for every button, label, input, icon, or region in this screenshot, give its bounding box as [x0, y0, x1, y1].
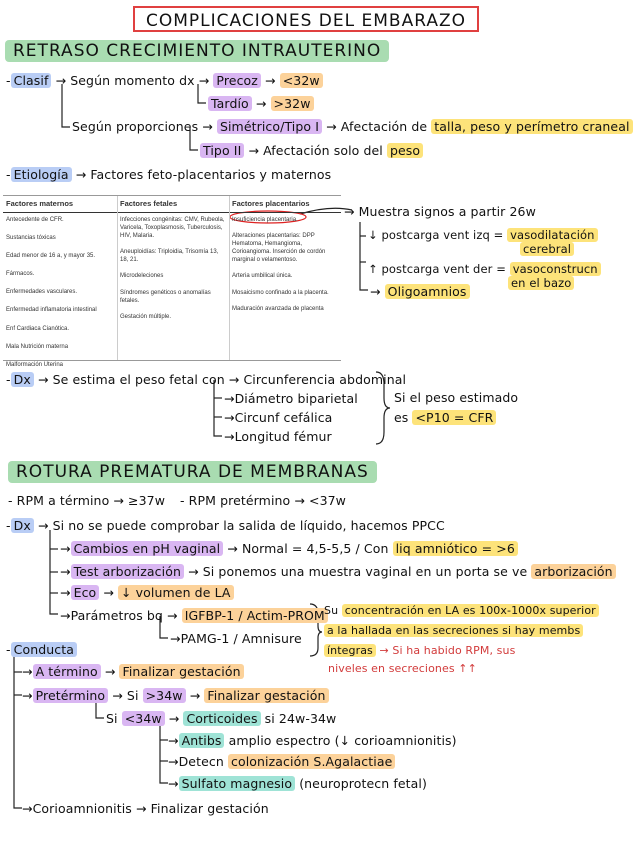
etiologia-desc: Factores feto-placentarios y maternos — [90, 167, 332, 182]
table-cell: Síndromes genéticos o anomalías fetales. — [120, 289, 211, 304]
tardio-row: Tardío → >32w — [208, 96, 314, 111]
oligoamnios-row: → Oligoamnios — [370, 284, 470, 299]
dx-rpm-desc: Si no se puede comprobar la salida de líquido, hacemos PPCC — [52, 518, 445, 533]
corticoides: Corticoides — [183, 711, 260, 726]
a-termino-row: → A término → Finalizar gestación — [22, 664, 244, 679]
postcarga-izq-row — [368, 228, 598, 242]
longitud-femur: Longitud fémur — [234, 429, 332, 444]
cefalica-row: →Circunf cefálica — [224, 410, 333, 425]
oligoamnios: Oligoamnios — [385, 284, 470, 299]
table-cell-insuficiencia: Insuficiencia placentaria. — [232, 217, 298, 223]
parametros-row: →Parámetros bq → IGFBP-1 / Actim-PROM — [60, 608, 328, 623]
table-cell: Sustancias tóxicas — [6, 235, 56, 242]
corticoides-rest: si 24w-34w — [264, 711, 337, 726]
clasif-label: Clasif — [11, 73, 52, 88]
si-lt34-highlight: <34w — [122, 711, 165, 726]
ph-desc-highlight: liq amniótico = >6 — [393, 541, 518, 556]
segun-momento: Según momento dx — [70, 73, 195, 88]
etiologia-row: - Etiología → Factores feto-placentarios y maternos — [6, 167, 332, 182]
table-cell: Alteraciones placentarias: DPP Hematoma, Hemangioma, Corioangioma. Inserción de cordón marginal o velamentoso. — [232, 233, 326, 264]
dx-rpm-row: - Dx → Si no se puede comprobar la salida de líquido, hacemos PPCC — [6, 518, 445, 533]
cambios-ph: Cambios en pH vaginal — [71, 541, 224, 556]
finalizar-gestacion-1: Finalizar gestación — [119, 664, 243, 679]
clasif-row: - Clasif → Según momento dx → Precoz → <32w — [6, 73, 323, 88]
postcarga-der-highlight-1: vasoconstrucn — [510, 262, 601, 276]
eco-label: Eco — [71, 585, 100, 600]
si-lt34-pre: Si — [106, 711, 118, 726]
tardio-value: >32w — [271, 96, 314, 111]
biparietal-row: →Diámetro biparietal — [224, 391, 358, 406]
table-header-fetales: Factores fetales — [117, 196, 229, 213]
postcarga-der-highlight-2: en el bazo — [508, 276, 574, 290]
postcarga-der: ↑ postcarga vent der = — [368, 262, 506, 276]
dx-rciu-row: - Dx → Se estima el peso fetal con → Circunferencia abdominal — [6, 372, 407, 387]
section-heading-rciu: RETRASO CRECIMIENTO INTRAUTERINO — [5, 40, 389, 62]
postcarga-izq: ↓ postcarga vent izq = — [368, 228, 504, 242]
table-cell: Infecciones congénitas: CMV, Rubeola, Varicela, Toxoplasmosis, Tuberculosis, HIV, Malaria. — [120, 217, 225, 240]
ph-row: → Cambios en pH vaginal → Normal = 4,5-5,5 / Con liq amniótico = >6 — [60, 541, 518, 556]
sulfato-rest: (neuroprotecn fetal) — [299, 776, 427, 791]
table-cell: Arteria umbilical única. — [232, 273, 293, 280]
tipo2-desc-highlight: peso — [387, 143, 423, 158]
postcarga-der-row — [368, 262, 601, 276]
conc-2-highlight: a la hallada en las secreciones si hay membs — [324, 624, 583, 637]
test-desc: Si ponemos una muestra vaginal en un porta se ve — [202, 564, 528, 579]
etiologia-label: Etiología — [11, 167, 72, 182]
table-cell: Enf Cardiaca Cianótica. — [6, 325, 70, 332]
conducta-label: Conducta — [11, 642, 77, 657]
si-peso-highlight: <P10 = CFR — [412, 410, 496, 425]
table-cell: Fármacos. — [6, 271, 35, 278]
conc-row-1 — [324, 604, 599, 617]
tipo2-row: Tipo II → Afectación solo del peso — [200, 143, 423, 158]
sulfato: Sulfato magnesio — [179, 776, 296, 791]
simetrico-label: Simétrico/Tipo I — [217, 119, 322, 134]
corioamnionitis: Corioamnionitis — [32, 801, 132, 816]
postcarga-izq-row-2 — [520, 242, 574, 256]
eco-desc: ↓ volumen de LA — [118, 585, 234, 600]
tipo2-label: Tipo II — [200, 143, 244, 158]
conc-1-pre: Su — [324, 604, 339, 617]
circunferencia-abdominal: Circunferencia abdominal — [243, 372, 407, 387]
table-cell: Gestación múltiple. — [120, 313, 172, 320]
table-cell: Malformación Uterina — [6, 361, 64, 368]
postcarga-izq-highlight-1: vasodilatación — [507, 228, 597, 242]
table-cell: Antecedente de CFR. — [6, 217, 64, 223]
circunf-cefalica: Circunf cefálica — [234, 410, 333, 425]
femur-row: →Longitud fémur — [224, 429, 332, 444]
conc-red-2: niveles en secreciones ↑↑ — [328, 662, 477, 675]
table-cell: Mala Nutrición materna — [6, 343, 69, 350]
antibs: Antibs — [179, 733, 225, 748]
conc-row-3 — [324, 644, 515, 657]
conc-1-highlight: concentración en LA es 100x-1000x superior — [342, 604, 599, 617]
muestra-row: → Muestra signos a partir 26w — [344, 204, 536, 219]
rpm-pretermino: - RPM pretérmino → <37w — [180, 493, 347, 508]
dx-rciu-desc: Se estima el peso fetal con — [52, 372, 225, 387]
table-cell: Enfermedad inflamatoria intestinal — [6, 307, 97, 314]
finalizar-gestacion-2: Finalizar gestación — [204, 688, 328, 703]
proporciones-row: Según proporciones → Simétrico/Tipo I → Afectación de talla, peso y perímetro craneal — [72, 119, 633, 134]
sulfato-row: → Sulfato magnesio (neuroprotecn fetal) — [168, 776, 427, 791]
table-header-placentarios: Factores placentarios — [229, 196, 341, 213]
conducta-row: - Conducta — [6, 642, 77, 657]
precoz-label: Precoz — [213, 73, 261, 88]
si-peso-2: es — [394, 410, 409, 425]
tardio-label: Tardío — [208, 96, 252, 111]
antibs-rest: amplio espectro (↓ corioamnionitis) — [228, 733, 457, 748]
pretermino-label: Pretérmino — [33, 688, 109, 703]
factors-table — [3, 195, 341, 368]
table-header-maternos: Factores maternos — [3, 196, 117, 213]
si-peso-row — [394, 410, 496, 425]
finalizar-gestacion-3: Finalizar gestación — [150, 801, 269, 816]
a-termino-label: A término — [33, 664, 101, 679]
simetrico-desc-highlight: talla, peso y perímetro craneal — [431, 119, 632, 134]
corio-row: →Corioamnionitis → Finalizar gestación — [22, 801, 269, 816]
table-cell: Edad menor de 16 a, y mayor 35. — [6, 253, 96, 260]
precoz-value: <32w — [280, 73, 323, 88]
simetrico-desc: Afectación de — [340, 119, 428, 134]
parametros-bq: Parámetros bq — [70, 608, 163, 623]
tipo2-desc: Afectación solo del — [263, 143, 383, 158]
detecn-highlight: colonización S.Agalactiae — [228, 754, 395, 769]
pretermino-row: → Pretérmino → Si >34w → Finalizar gestación — [22, 688, 329, 703]
table-cell: Microdeleciones — [120, 273, 164, 280]
page-title: COMPLICACIONES DEL EMBARAZO — [133, 6, 479, 32]
table-cell: Aneuploidías: Triploidia, Trisomía 13, 18, 21. — [120, 249, 219, 264]
postcarga-der-row-2 — [508, 276, 574, 290]
rpm-termino: - RPM a término → ≥37w — [8, 493, 166, 508]
table-cell: Maduración avanzada de placenta — [232, 305, 324, 312]
test-desc-highlight: arborización — [531, 564, 615, 579]
eco-row: → Eco → ↓ volumen de LA — [60, 585, 234, 600]
section-heading-rpm: ROTURA PREMATURA DE MEMBRANAS — [8, 461, 377, 483]
dx-rpm-label: Dx — [11, 518, 34, 533]
si-peso-1: Si el peso estimado — [394, 390, 519, 405]
pamg-row: →PAMG-1 / Amnisure — [170, 631, 302, 646]
conc-row-2 — [324, 624, 583, 637]
test-arborizacion: Test arborización — [71, 564, 184, 579]
segun-proporciones: Según proporciones — [72, 119, 199, 134]
table-cell: Enfermedades vasculares. — [6, 289, 78, 296]
conc-3-highlight: íntegras — [324, 644, 376, 657]
si-lt34-row: Si <34w → Corticoides si 24w-34w — [106, 711, 337, 726]
diametro-biparietal: Diámetro biparietal — [234, 391, 358, 406]
detecn: Detecn — [178, 754, 224, 769]
conc-red-1: → Si ha habido RPM, sus — [379, 644, 516, 657]
ph-desc: Normal = 4,5-5,5 / Con — [241, 541, 389, 556]
pamg: PAMG-1 / Amnisure — [180, 631, 302, 646]
si-34-pre: Si — [126, 688, 139, 703]
dx-rciu-label: Dx — [11, 372, 34, 387]
si-34-highlight: >34w — [143, 688, 186, 703]
detecn-row: →Detecn colonización S.Agalactiae — [168, 754, 395, 769]
postcarga-izq-highlight-2: cerebral — [520, 242, 574, 256]
antibs-row: → Antibs amplio espectro (↓ corioamnionitis) — [168, 733, 457, 748]
igfbp: IGFBP-1 / Actim-PROM — [182, 608, 328, 623]
muestra-text: Muestra signos a partir 26w — [358, 204, 536, 219]
table-cell: Mosaicismo confinado a la placenta. — [232, 289, 329, 296]
test-arbor-row: → Test arborización → Si ponemos una muestra vaginal en un porta se ve arborización — [60, 564, 616, 579]
